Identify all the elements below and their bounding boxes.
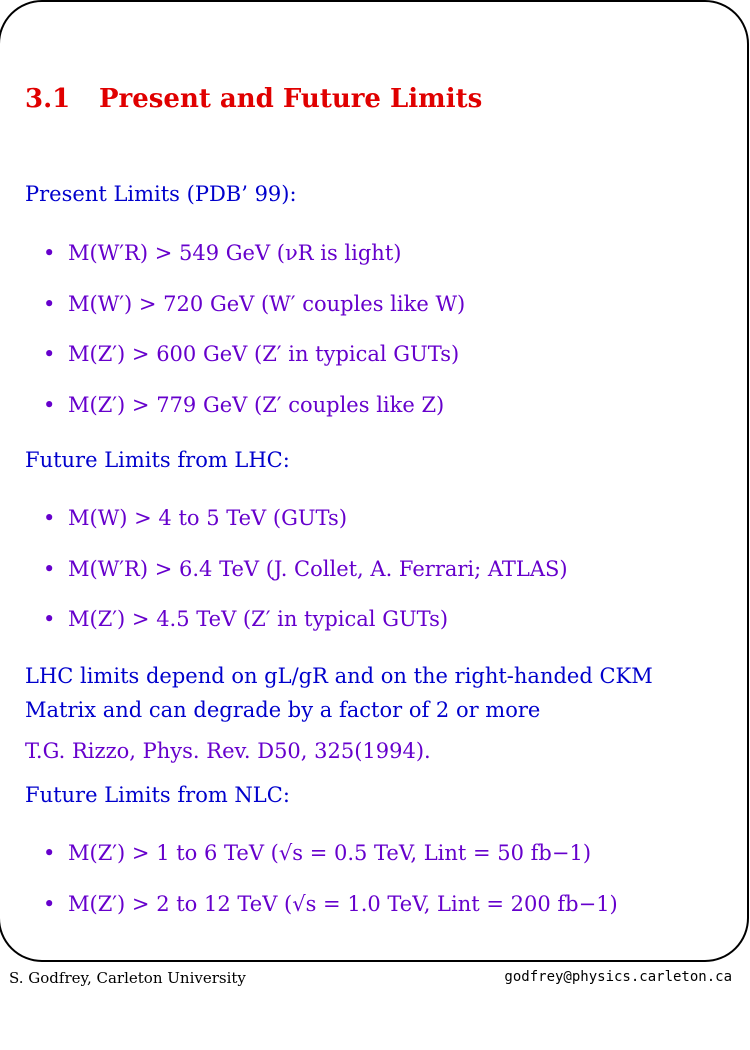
list-item: • M(Z′) > 4.5 TeV (Z′ in typical GUTs) [43, 607, 568, 658]
lhc-note: LHC limits depend on gL/gR and on the right-handed CKM Matrix and can degrade by a factor of 2 or more [25, 664, 653, 722]
list-item: • M(Z′) > 779 GeV (Z′ couples like Z) [43, 393, 465, 444]
lhc-limits-list [43, 506, 568, 658]
list-item: • M(W′R) > 549 GeV (νR is light) [43, 241, 465, 292]
section-title [25, 84, 482, 114]
list-item: • M(W′R) > 6.4 TeV (J. Collet, A. Ferrari; ATLAS) [43, 557, 568, 608]
nlc-limits-list [43, 841, 618, 942]
reference-citation: T.G. Rizzo, Phys. Rev. D50, 325(1994). [25, 739, 431, 763]
list-item: • M(W′) > 720 GeV (W′ couples like W) [43, 292, 465, 343]
list-item: • M(Z′) > 600 GeV (Z′ in typical GUTs) [43, 342, 465, 393]
section-title-text: Present and Future Limits [99, 84, 483, 114]
present-limits-list [43, 241, 465, 443]
list-item: • M(Z′) > 2 to 12 TeV (√s = 1.0 TeV, Lint = 200 fb−1) [43, 892, 618, 943]
lhc-limits-heading: Future Limits from LHC: [25, 448, 290, 472]
present-limits-heading: Present Limits (PDB’ 99): [25, 182, 297, 206]
footer-email: godfrey@physics.carleton.ca [504, 969, 732, 985]
list-item: • M(W) > 4 to 5 TeV (GUTs) [43, 506, 568, 557]
nlc-limits-heading: Future Limits from NLC: [25, 783, 290, 807]
list-item: • M(Z′) > 1 to 6 TeV (√s = 0.5 TeV, Lint = 50 fb−1) [43, 841, 618, 892]
section-number: 3.1 [25, 84, 71, 114]
footer-author: S. Godfrey, Carleton University [9, 969, 246, 987]
